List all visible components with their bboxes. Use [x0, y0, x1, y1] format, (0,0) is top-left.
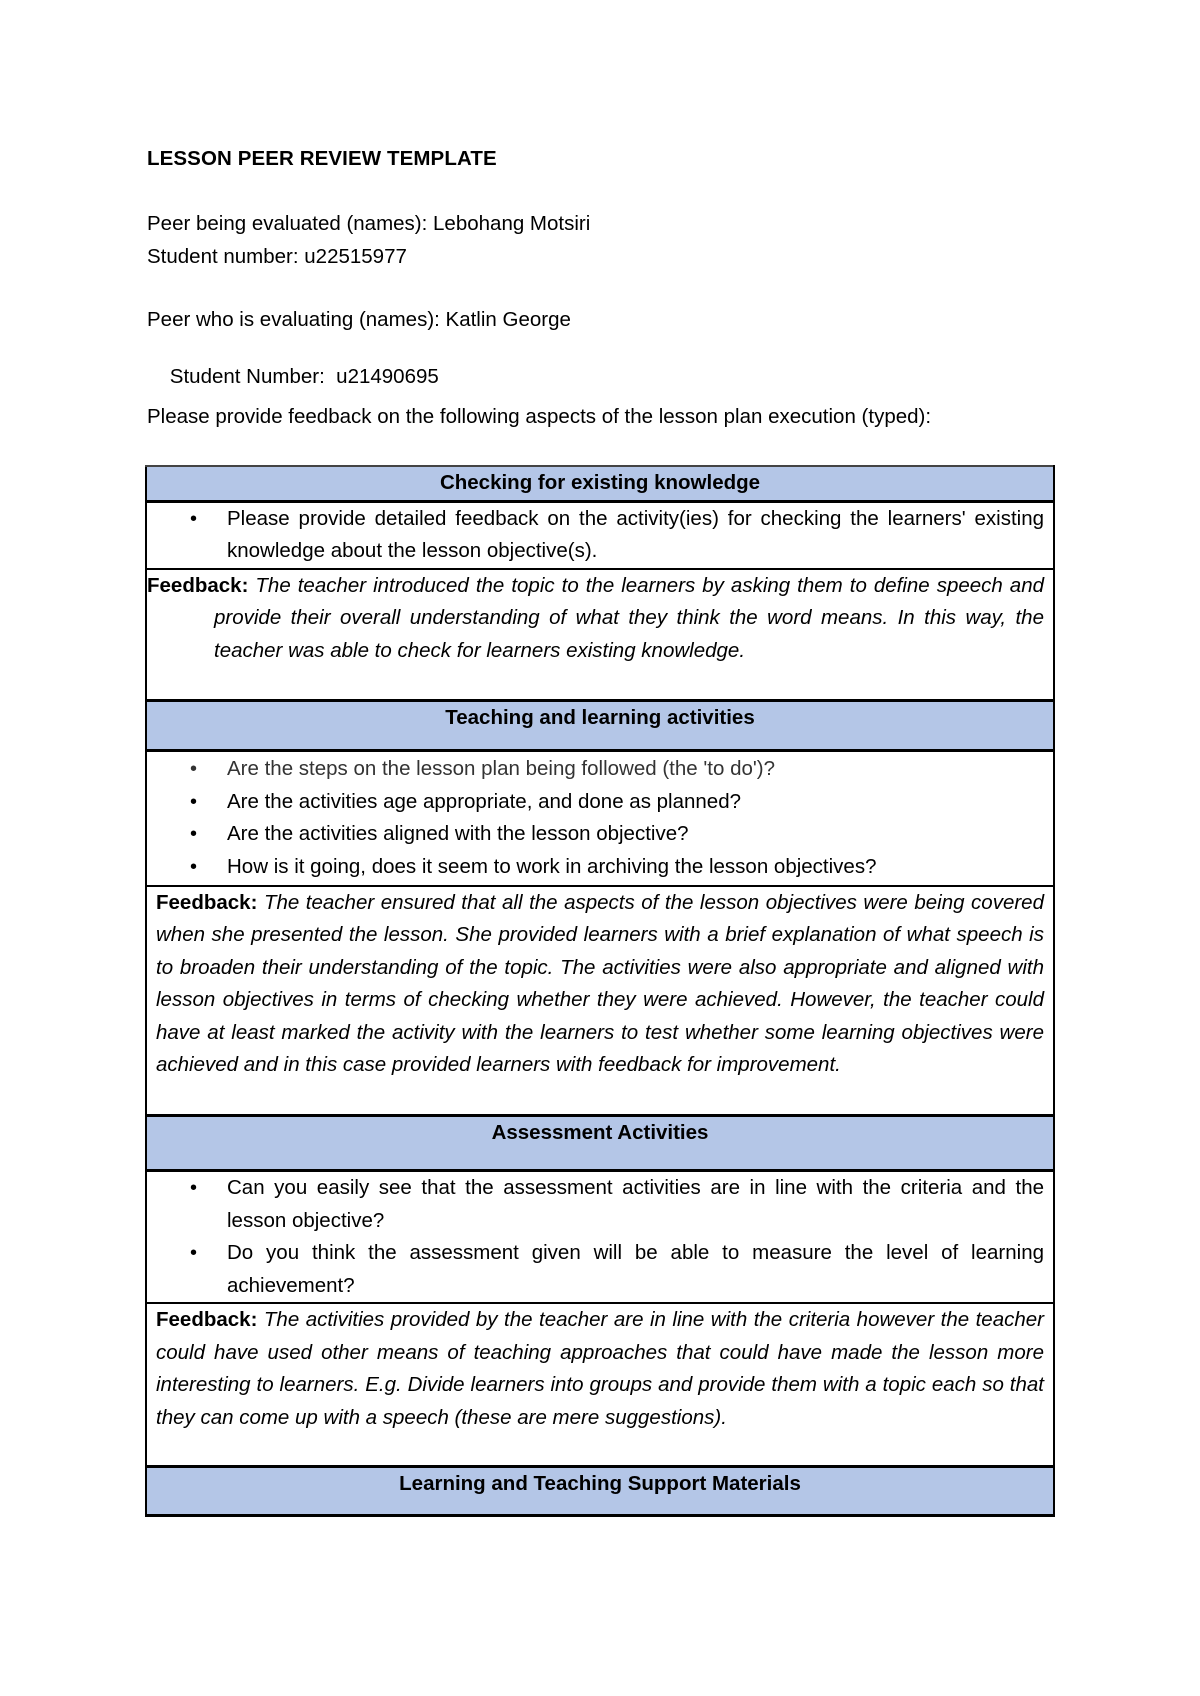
feedback-label: Feedback	[156, 1308, 251, 1331]
section-prompts-existing-knowledge	[146, 501, 1054, 569]
section-prompts-teaching-learning	[146, 751, 1054, 886]
prompt-list	[156, 753, 1044, 883]
peer-evaluated-names-value: Lebohang Motsiri	[433, 212, 591, 235]
section-header-assessment	[146, 1116, 1054, 1171]
prompt-item: • Can you easily see that the assessment activities are in line with the criteria and the lesson objective?	[156, 1172, 1044, 1237]
feedback-label: Feedback	[156, 890, 251, 914]
feedback-cell: Feedback: The activities provided by the teacher are in line with the criteria however the teacher could have used other means of teaching approaches that could have made the lesson more interesting to learners. E.g. Divide learners into groups and provide them with a topic each so that they can come up with a speech (these are mere suggestions).	[146, 1303, 1054, 1466]
section-header-cell: Assessment Activities	[146, 1116, 1054, 1171]
peer-evaluated-student-number-label: Student number:	[147, 245, 305, 268]
peer-evaluating-names-label: Peer who is evaluating (names):	[147, 308, 446, 331]
feedback-cell: Feedback: The teacher ensured that all the aspects of the lesson objectives were being covered when she presented the lesson. She provided learners with a brief explanation of what speech is to broaden their understanding of the topic. The activities were also appropriate and aligned with lesson objectives in terms of checking whether they were achieved. However, the teacher could have at least marked the activity with the learners to test whether some learning objectives were achieved and in this case provided learners with feedback for improvement.	[146, 886, 1054, 1116]
prompt-item: • Are the activities age appropriate, and done as planned?	[156, 786, 1044, 819]
section-header-cell: Teaching and learning activities	[146, 701, 1054, 751]
section-prompts-assessment	[146, 1171, 1054, 1304]
instruction-text: Please provide feedback on the following aspects of the lesson plan execution (typed):	[147, 405, 932, 428]
prompt-item: • Do you think the assessment given will be able to measure the level of learning achievement?	[156, 1237, 1044, 1302]
peer-evaluating-student-number-label: Student Number:	[169, 365, 337, 388]
peer-evaluated-student-number-value: u22515977	[304, 245, 407, 268]
prompt-list	[156, 1172, 1044, 1302]
prompt-item: • How is it going, does it seem to work in archiving the lesson objectives?	[156, 851, 1044, 884]
review-table	[145, 465, 1055, 1517]
section-feedback-existing-knowledge	[146, 569, 1054, 701]
prompt-list	[156, 503, 1044, 568]
document-title: LESSON PEER REVIEW TEMPLATE	[147, 147, 497, 170]
section-header-cell: Checking for existing knowledge	[146, 466, 1054, 501]
feedback-text: The activities provided by the teacher are in line with the criteria however the teacher could have used other means of teaching approaches that could have made the lesson more interesting to learners. E.g. Divide learners into groups and provide them with a topic each so that they can come up with a speech (these are mere suggestions).	[156, 1308, 1044, 1429]
peer-evaluating-student-number	[147, 341, 439, 413]
feedback-text: The teacher introduced the topic to the learners by asking them to define speech and provide their overall understanding of what they think the word means. In this way, the teacher was able to check for learners existing knowledge.	[214, 573, 1044, 662]
prompt-item: • Please provide detailed feedback on the activity(ies) for checking the learners' existing knowledge about the lesson objective(s).	[156, 503, 1044, 568]
peer-evaluated-student-number	[147, 245, 407, 269]
section-header-existing-knowledge	[146, 466, 1054, 501]
prompt-item: • Are the steps on the lesson plan being followed (the 'to do')?	[156, 753, 1044, 786]
section-feedback-teaching-learning	[146, 886, 1054, 1116]
section-header-cell: Learning and Teaching Support Materials	[146, 1466, 1054, 1515]
feedback-cell: Feedback: The teacher introduced the topic to the learners by asking them to define speech and provide their overall understanding of what they think the word means. In this way, the teacher was able to check for learners existing knowledge.	[146, 569, 1054, 701]
feedback-text: The teacher ensured that all the aspects of the lesson objectives were being covered when she presented the lesson. She provided learners with a brief explanation of what speech is to broaden their understanding of the topic. The activities were also appropriate and aligned with lesson objectives in terms of checking whether they were achieved. However, the teacher could have at least marked the activity with the learners to test whether some learning objectives were achieved and in this case provided learners with feedback for improvement.	[156, 890, 1044, 1076]
section-feedback-assessment	[146, 1303, 1054, 1466]
feedback-label: Feedback	[147, 573, 242, 597]
peer-evaluated-names-label: Peer being evaluated (names):	[147, 212, 434, 235]
peer-evaluating-student-number-value: u21490695	[336, 365, 439, 388]
peer-evaluating-names	[147, 308, 571, 332]
peer-evaluated-names	[147, 212, 590, 236]
prompt-item: • Are the activities aligned with the lesson objective?	[156, 818, 1044, 851]
peer-evaluating-names-value: Katlin George	[445, 308, 571, 331]
section-header-ltsm	[146, 1466, 1054, 1515]
section-header-teaching-learning	[146, 701, 1054, 751]
